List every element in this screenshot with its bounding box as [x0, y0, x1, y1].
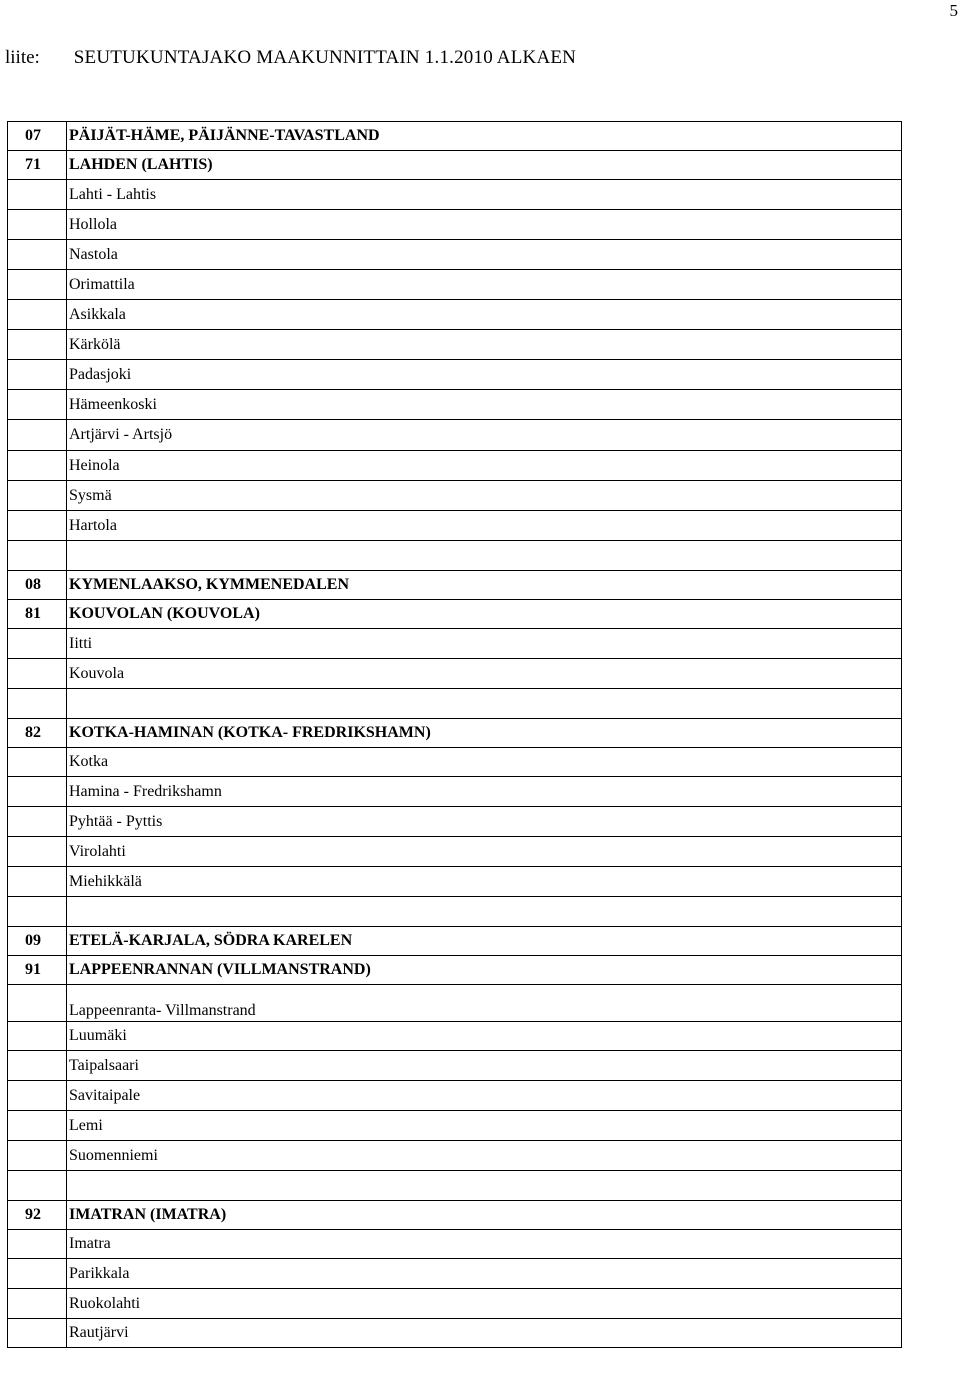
municipality-cell: Kotka: [67, 748, 902, 777]
table-row: [8, 1319, 902, 1348]
region-heading-cell: LAHDEN (LAHTIS): [67, 151, 902, 180]
municipality-cell: Lemi: [67, 1111, 902, 1141]
region-code-cell: [8, 330, 67, 360]
table-row-blank: [8, 1171, 902, 1201]
region-code-cell: [8, 1051, 67, 1081]
table-row: [8, 481, 902, 511]
table-row-heading: [8, 719, 902, 748]
region-code-cell: [8, 985, 67, 1022]
region-heading-cell: IMATRAN (IMATRA): [67, 1201, 902, 1230]
region-table: [7, 121, 902, 1348]
region-code-cell: [8, 210, 67, 240]
document-header: [5, 46, 576, 70]
municipality-cell: Asikkala: [67, 300, 902, 330]
region-code-cell: 71: [8, 151, 67, 180]
page-number: 5: [949, 1, 958, 20]
table-row: [8, 270, 902, 300]
table-row: [8, 867, 902, 897]
table-row-heading: [8, 151, 902, 180]
region-code-cell: [8, 689, 67, 719]
municipality-cell: Lappeenranta- Villmanstrand: [67, 985, 902, 1022]
region-code-cell: [8, 300, 67, 330]
municipality-cell: Rautjärvi: [67, 1319, 902, 1348]
region-code-cell: 92: [8, 1201, 67, 1230]
municipality-cell: [67, 897, 902, 927]
table-row-heading: [8, 956, 902, 985]
municipality-cell: Orimattila: [67, 270, 902, 300]
municipality-cell: Luumäki: [67, 1022, 902, 1051]
municipality-cell: Hämeenkoski: [67, 390, 902, 420]
table-row: [8, 451, 902, 481]
table-row: [8, 1289, 902, 1319]
table-row: [8, 511, 902, 541]
municipality-cell: Taipalsaari: [67, 1051, 902, 1081]
region-code-cell: [8, 659, 67, 689]
table-row: [8, 420, 902, 451]
region-code-cell: [8, 777, 67, 807]
municipality-cell: Kouvola: [67, 659, 902, 689]
municipality-cell: Pyhtää - Pyttis: [67, 807, 902, 837]
table-row: [8, 360, 902, 390]
region-code-cell: [8, 1111, 67, 1141]
region-code-cell: [8, 748, 67, 777]
region-heading-cell: KYMENLAAKSO, KYMMENEDALEN: [67, 571, 902, 600]
region-code-cell: [8, 1319, 67, 1348]
region-code-cell: [8, 420, 67, 451]
table-row: [8, 1111, 902, 1141]
municipality-cell: Sysmä: [67, 481, 902, 511]
region-code-cell: [8, 1022, 67, 1051]
table-row-heading: [8, 122, 902, 151]
region-code-cell: [8, 451, 67, 481]
municipality-cell: Imatra: [67, 1230, 902, 1259]
table-row: [8, 1081, 902, 1111]
region-heading-cell: KOTKA-HAMINAN (KOTKA- FREDRIKSHAMN): [67, 719, 902, 748]
municipality-cell: Iitti: [67, 629, 902, 659]
municipality-cell: Miehikkälä: [67, 867, 902, 897]
table-row: [8, 1259, 902, 1289]
region-code-cell: [8, 867, 67, 897]
municipality-cell: Heinola: [67, 451, 902, 481]
table-row: [8, 330, 902, 360]
region-code-cell: [8, 240, 67, 270]
municipality-cell: Hollola: [67, 210, 902, 240]
region-code-cell: 08: [8, 571, 67, 600]
region-code-cell: [8, 1141, 67, 1171]
municipality-cell: Savitaipale: [67, 1081, 902, 1111]
region-code-cell: [8, 1289, 67, 1319]
table-row-heading: [8, 600, 902, 629]
region-code-cell: [8, 837, 67, 867]
table-row: [8, 1051, 902, 1081]
region-code-cell: 81: [8, 600, 67, 629]
table-row: [8, 180, 902, 210]
municipality-cell: Artjärvi - Artsjö: [67, 420, 902, 451]
region-code-cell: [8, 1171, 67, 1201]
table-row: [8, 659, 902, 689]
table-row: [8, 390, 902, 420]
region-heading-cell: LAPPEENRANNAN (VILLMANSTRAND): [67, 956, 902, 985]
table-row-heading: [8, 927, 902, 956]
table-row: [8, 777, 902, 807]
table-row-blank: [8, 689, 902, 719]
region-code-cell: [8, 1230, 67, 1259]
region-code-cell: [8, 1259, 67, 1289]
municipality-cell: Hamina - Fredrikshamn: [67, 777, 902, 807]
municipality-cell: Nastola: [67, 240, 902, 270]
table-row: [8, 748, 902, 777]
table-row: [8, 837, 902, 867]
region-code-cell: 91: [8, 956, 67, 985]
table-row: [8, 300, 902, 330]
region-heading-cell: PÄIJÄT-HÄME, PÄIJÄNNE-TAVASTLAND: [67, 122, 902, 151]
region-code-cell: [8, 629, 67, 659]
region-code-cell: [8, 511, 67, 541]
municipality-cell: [67, 541, 902, 571]
region-code-cell: [8, 1081, 67, 1111]
header-label: liite:: [5, 47, 40, 68]
region-code-cell: [8, 897, 67, 927]
municipality-cell: Suomenniemi: [67, 1141, 902, 1171]
region-heading-cell: ETELÄ-KARJALA, SÖDRA KARELEN: [67, 927, 902, 956]
table-row-blank: [8, 541, 902, 571]
table-row: [8, 807, 902, 837]
region-heading-cell: KOUVOLAN (KOUVOLA): [67, 600, 902, 629]
table-row: [8, 985, 902, 1022]
region-code-cell: [8, 541, 67, 571]
table-row: [8, 210, 902, 240]
region-code-cell: 09: [8, 927, 67, 956]
municipality-cell: Kärkölä: [67, 330, 902, 360]
region-code-cell: [8, 807, 67, 837]
municipality-cell: Hartola: [67, 511, 902, 541]
table-row: [8, 1230, 902, 1259]
region-code-cell: 07: [8, 122, 67, 151]
municipality-cell: Ruokolahti: [67, 1289, 902, 1319]
region-code-cell: 82: [8, 719, 67, 748]
region-code-cell: [8, 360, 67, 390]
region-table-body: [8, 122, 902, 1348]
table-row-blank: [8, 897, 902, 927]
table-row-heading: [8, 1201, 902, 1230]
table-row: [8, 629, 902, 659]
region-code-cell: [8, 390, 67, 420]
table-row: [8, 1141, 902, 1171]
region-code-cell: [8, 481, 67, 511]
municipality-cell: [67, 689, 902, 719]
municipality-cell: Parikkala: [67, 1259, 902, 1289]
municipality-cell: Virolahti: [67, 837, 902, 867]
region-code-cell: [8, 270, 67, 300]
municipality-cell: Padasjoki: [67, 360, 902, 390]
municipality-cell: Lahti - Lahtis: [67, 180, 902, 210]
municipality-cell: [67, 1171, 902, 1201]
table-row-heading: [8, 571, 902, 600]
region-code-cell: [8, 180, 67, 210]
table-row: [8, 240, 902, 270]
table-row: [8, 1022, 902, 1051]
document-title: SEUTUKUNTAJAKO MAAKUNNITTAIN 1.1.2010 ALKAEN: [73, 47, 577, 68]
